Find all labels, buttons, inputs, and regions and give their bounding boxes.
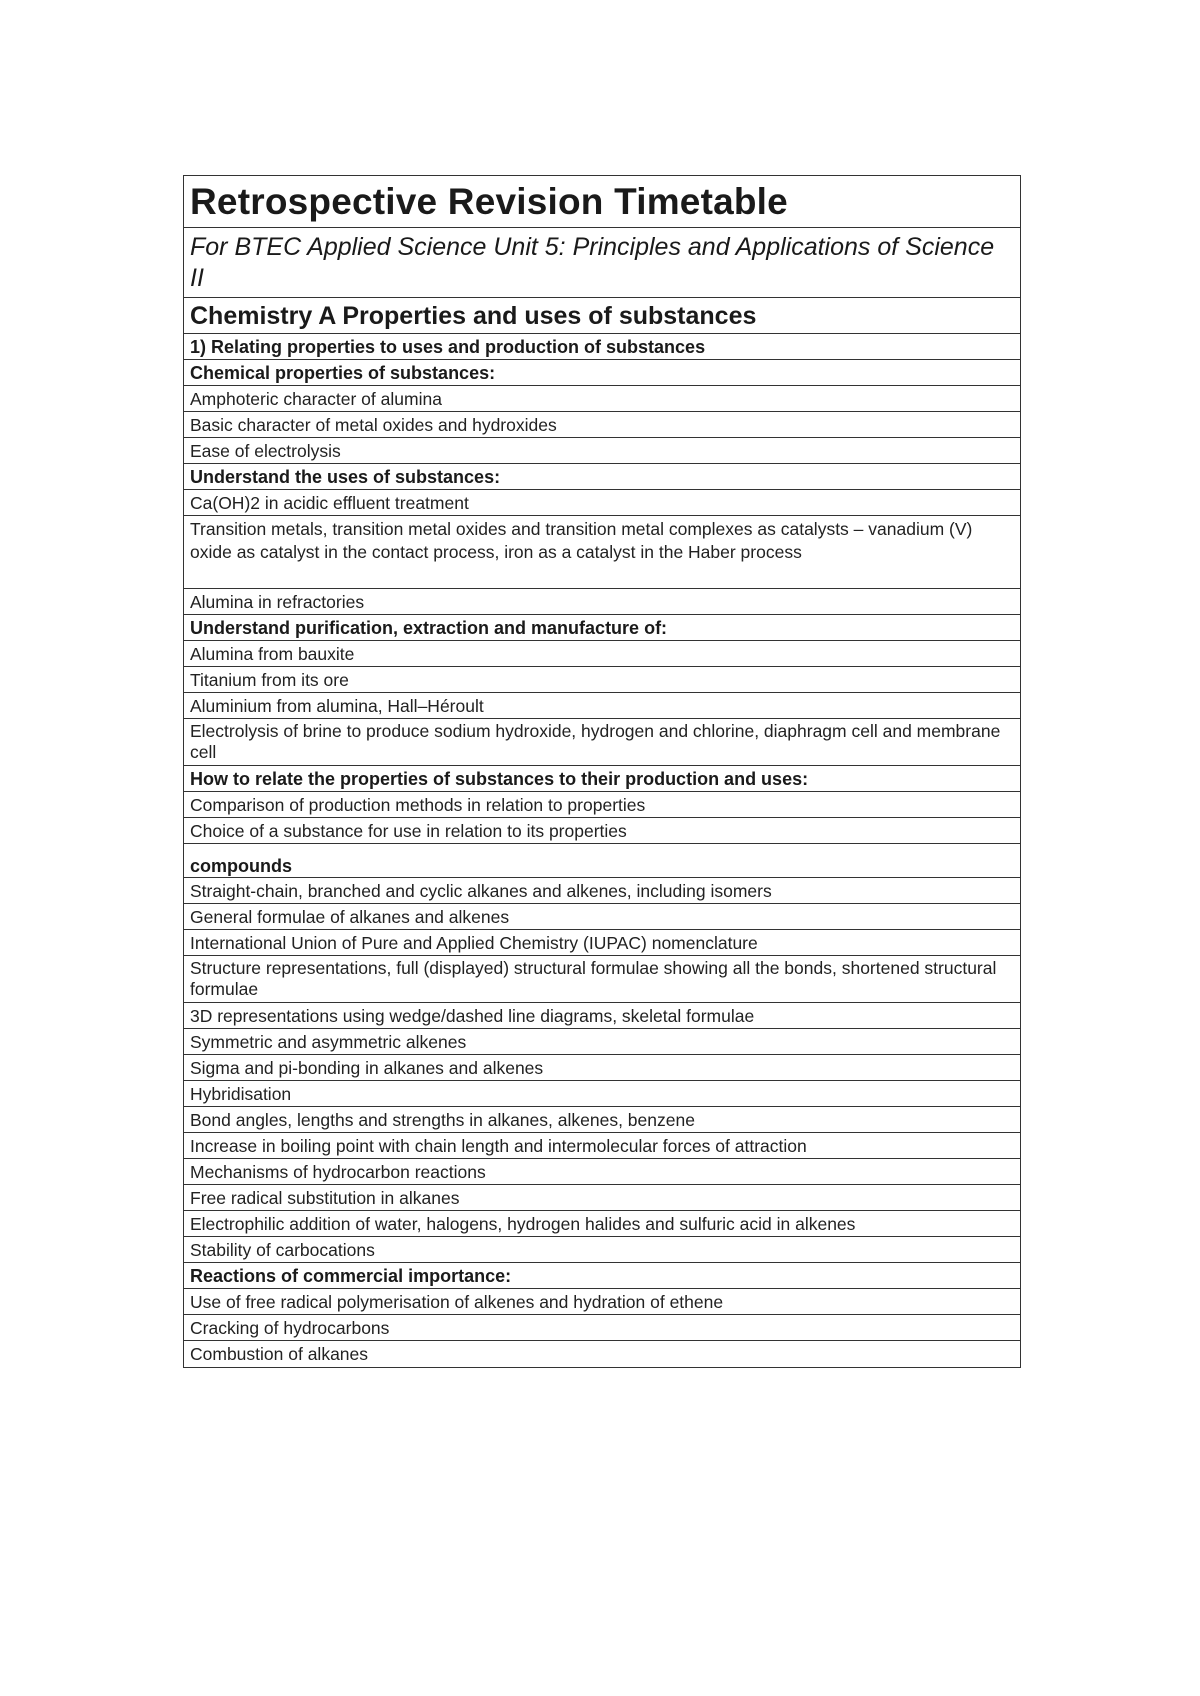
topic-item: Amphoteric character of alumina — [184, 386, 1020, 412]
topic-item: Electrolysis of brine to produce sodium hydroxide, hydrogen and chlorine, diaphragm cell and membrane cell — [184, 719, 1020, 766]
topic-item: Free radical substitution in alkanes — [184, 1185, 1020, 1211]
topic-item: Combustion of alkanes — [190, 1344, 369, 1364]
topic-item: Titanium from its ore — [184, 667, 1020, 693]
topic-item: Ca(OH)2 in acidic effluent treatment — [184, 490, 1020, 516]
topic-item: Aluminium from alumina, Hall–Héroult — [184, 693, 1020, 719]
topic-item: Electrophilic addition of water, halogens, hydrogen halides and sulfuric acid in alkenes — [184, 1211, 1020, 1237]
topic-item: Basic character of metal oxides and hydroxides — [184, 412, 1020, 438]
section-heading: Chemistry A Properties and uses of substances — [184, 298, 1020, 334]
topic-item: Increase in boiling point with chain length and intermolecular forces of attraction — [184, 1133, 1020, 1159]
topic-item: Choice of a substance for use in relation to its properties — [184, 818, 1020, 844]
topic-item: Mechanisms of hydrocarbon reactions — [184, 1159, 1020, 1185]
topic-item: Structure representations, full (displayed) structural formulae showing all the bonds, shortened structural formulae — [184, 956, 1020, 1003]
topic-item: General formulae of alkanes and alkenes — [184, 904, 1020, 930]
topic-item: Transition metals, transition metal oxides and transition metal complexes as catalysts – vanadium (V) oxide as catalyst in the contact process, iron as a catalyst in the Haber process — [184, 516, 1020, 589]
topic-item: Sigma and pi-bonding in alkanes and alkenes — [184, 1055, 1020, 1081]
topic-item: Use of free radical polymerisation of alkenes and hydration of ethene — [184, 1289, 1020, 1315]
topic-item: Hybridisation — [184, 1081, 1020, 1107]
topic-heading: Chemical properties of substances: — [184, 360, 1020, 386]
topic-item: International Union of Pure and Applied Chemistry (IUPAC) nomenclature — [184, 930, 1020, 956]
cut-off-text-line — [190, 844, 1014, 850]
cutoff-heading — [184, 844, 1020, 878]
topic-item: Symmetric and asymmetric alkenes — [184, 1029, 1020, 1055]
subsection-heading: 1) Relating properties to uses and production of substances — [184, 334, 1020, 360]
topic-item: Bond angles, lengths and strengths in alkanes, alkenes, benzene — [184, 1107, 1020, 1133]
topic-heading: How to relate the properties of substances to their production and uses: — [184, 766, 1020, 792]
topic-heading: Understand the uses of substances: — [184, 464, 1020, 490]
topic-item: Cracking of hydrocarbons — [184, 1315, 1020, 1341]
topic-item: Comparison of production methods in relation to properties — [184, 792, 1020, 818]
topic-item: Alumina in refractories — [184, 589, 1020, 615]
topic-item: 3D representations using wedge/dashed line diagrams, skeletal formulae — [184, 1003, 1020, 1029]
timetable-rows — [184, 360, 1020, 1367]
topic-item: Ease of electrolysis — [184, 438, 1020, 464]
document-title: Retrospective Revision Timetable — [184, 176, 1020, 228]
document-subtitle: For BTEC Applied Science Unit 5: Principles and Applications of Science II — [184, 228, 1020, 298]
topic-item: Stability of carbocations — [184, 1237, 1020, 1263]
revision-timetable — [183, 175, 1021, 1368]
topic-item: Alumina from bauxite — [184, 641, 1020, 667]
topic-heading: Reactions of commercial importance: — [184, 1263, 1020, 1289]
topic-item: Straight-chain, branched and cyclic alkanes and alkenes, including isomers — [184, 878, 1020, 904]
topic-heading: Understand purification, extraction and manufacture of: — [184, 615, 1020, 641]
cutoff-heading-label: compounds — [190, 856, 292, 876]
